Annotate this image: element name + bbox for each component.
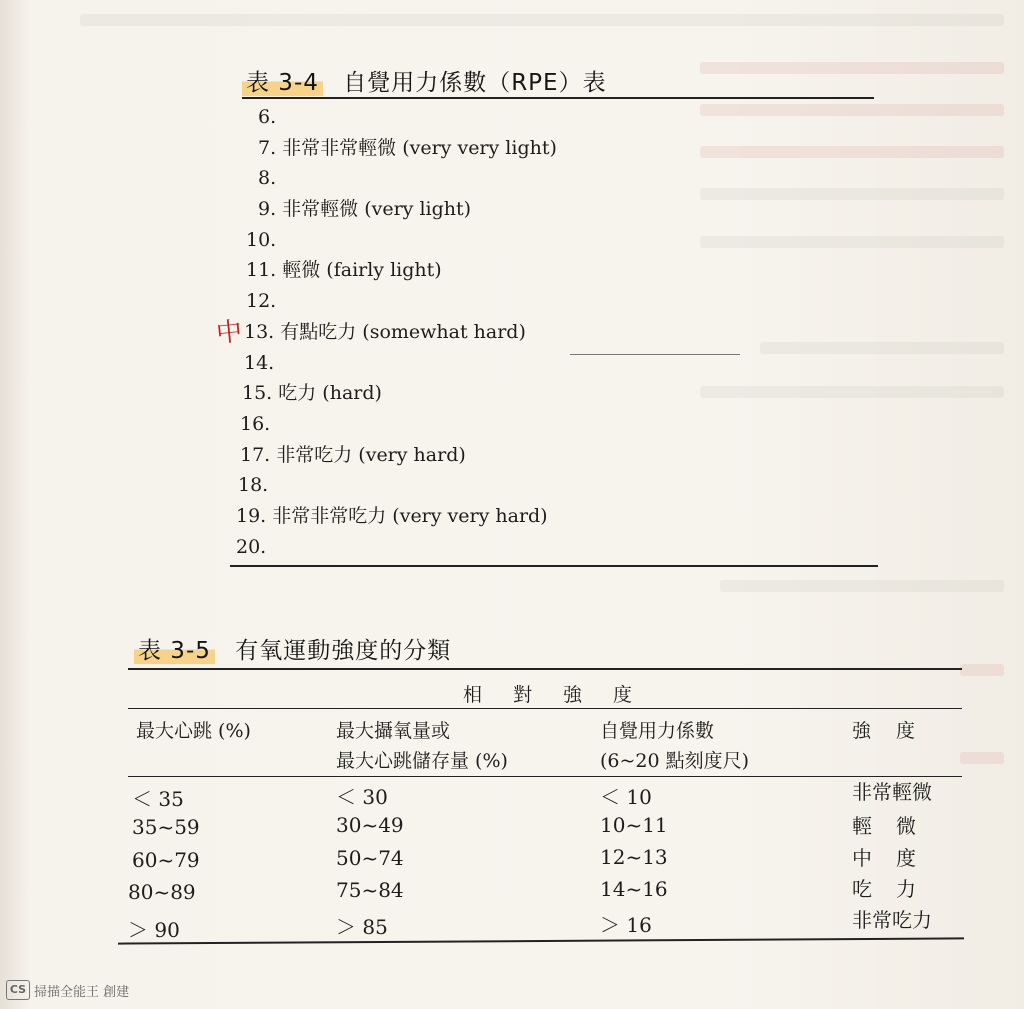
- cell-vo2: ＜ 30: [336, 785, 388, 809]
- group-header-rule: [128, 708, 962, 709]
- bleed-through-line: [700, 386, 1004, 398]
- cell-rpe: 12~13: [600, 845, 668, 869]
- table-3-4-number: 表 3-4: [242, 70, 323, 96]
- rpe-scale-list: [236, 102, 676, 562]
- cell-max-hr: 35~59: [132, 815, 200, 839]
- camscanner-logo-icon: CS: [6, 980, 30, 1000]
- cell-intensity: 非常吃力: [852, 908, 932, 932]
- table-3-4-title: 自覺用力係數（RPE）表: [343, 70, 607, 96]
- cell-intensity: 吃 力: [852, 877, 918, 901]
- table-3-5-number: 表 3-5: [134, 638, 215, 664]
- col-header-vo2-line1: 最大攝氧量或: [336, 720, 451, 742]
- cell-rpe: ＜ 10: [600, 785, 652, 809]
- bleed-through-line: [700, 146, 1004, 158]
- group-header-relative-intensity: 相 對 強 度: [463, 684, 639, 706]
- rpe-row: 19. 非常非常吃力 (very very hard): [236, 504, 548, 527]
- handwritten-annotation: 中: [214, 316, 244, 350]
- rpe-row: 12.: [246, 290, 277, 313]
- bleed-through-line: [720, 580, 1004, 592]
- bleed-through-line: [700, 236, 1004, 248]
- table-3-5-title: 有氧運動強度的分類: [235, 638, 452, 664]
- header-bottom-rule: [128, 776, 962, 777]
- bleed-through-line: [700, 104, 1004, 116]
- rpe-row: 11. 輕微 (fairly light): [246, 259, 442, 282]
- rpe-row: 16.: [240, 412, 271, 435]
- cell-intensity: 輕 微: [852, 814, 918, 838]
- bleed-through-line: [960, 752, 1004, 764]
- rpe-row: 6.: [258, 106, 277, 128]
- table-3-5-bottom-rule: [118, 937, 964, 944]
- cell-max-hr: 60~79: [132, 848, 200, 872]
- cell-rpe: ＞ 16: [600, 913, 652, 937]
- rpe-row: 7. 非常非常輕微 (very very light): [258, 136, 557, 159]
- table-3-4-top-rule: [242, 97, 874, 99]
- bleed-through-line: [700, 62, 1004, 74]
- cell-vo2: 30~49: [336, 813, 404, 837]
- col-header-max-hr: 最大心跳 (%): [136, 720, 251, 742]
- col-header-intensity: 強 度: [852, 720, 919, 742]
- rpe-row: 13. 有點吃力 (somewhat hard): [244, 320, 526, 343]
- rpe-row: 17. 非常吃力 (very hard): [240, 443, 466, 466]
- cell-max-hr: ＜ 35: [132, 787, 184, 811]
- table-3-5-top-rule: [128, 668, 962, 670]
- cell-vo2: ＞ 85: [336, 915, 388, 939]
- cell-vo2: 75~84: [336, 878, 404, 902]
- cell-rpe: 14~16: [600, 877, 668, 901]
- table-3-4-caption: [242, 64, 607, 97]
- bleed-through-line: [80, 14, 1004, 26]
- rpe-row: 8.: [258, 167, 277, 190]
- bleed-through-line: [760, 342, 1004, 354]
- col-header-rpe-line1: 自覺用力係數: [600, 720, 715, 742]
- rpe-row: 14.: [244, 351, 275, 374]
- rpe-row: 15. 吃力 (hard): [242, 382, 382, 405]
- watermark-label: 掃描全能王 創建: [34, 984, 130, 1000]
- rpe-row: 9. 非常輕微 (very light): [258, 198, 472, 221]
- cell-intensity: 中 度: [852, 846, 918, 870]
- cell-vo2: 50~74: [336, 846, 404, 870]
- bleed-through-line: [700, 188, 1004, 200]
- col-header-vo2-line2: 最大心跳儲存量 (%): [336, 750, 508, 772]
- col-header-rpe-line2: (6~20 點刻度尺): [600, 750, 750, 772]
- rpe-row: 18.: [238, 474, 269, 497]
- rpe-row: 20.: [236, 535, 267, 558]
- table-3-5-caption: [134, 632, 451, 665]
- bleed-through-line: [960, 664, 1004, 676]
- table-3-4-bottom-rule: [230, 565, 878, 567]
- cell-rpe: 10~11: [600, 813, 668, 837]
- cell-max-hr: ＞ 90: [128, 918, 180, 942]
- cell-intensity: 非常輕微: [852, 780, 932, 804]
- scanner-watermark: [6, 980, 129, 1000]
- pencil-underline: [570, 354, 740, 355]
- cell-max-hr: 80~89: [128, 880, 196, 904]
- rpe-row: 10.: [246, 228, 277, 251]
